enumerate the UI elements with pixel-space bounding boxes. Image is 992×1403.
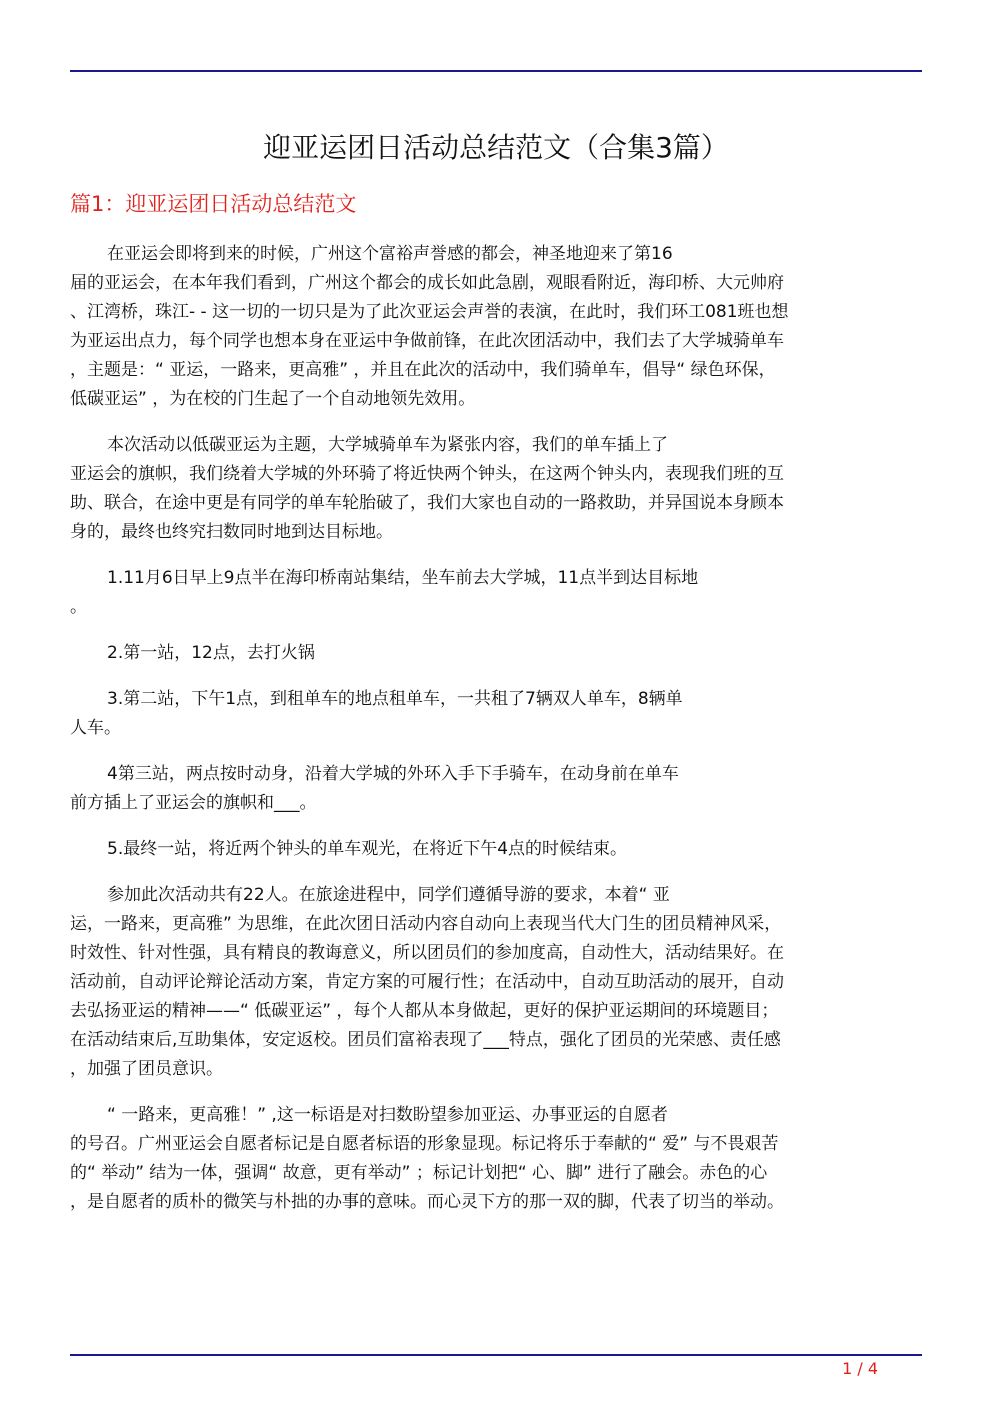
paragraph xyxy=(70,240,922,414)
paragraph-line: 4第三站，两点按时动身，沿着大学城的外环入手下手骑车，在动身前在单车 xyxy=(107,764,679,784)
paragraph-line: 在亚运会即将到来的时候，广州这个富裕声誉感的都会，神圣地迎来了第16 xyxy=(107,244,673,264)
paragraph-line: 。 xyxy=(70,597,87,617)
paragraph-line: 的“ 举动” 结为一体，强调“ 故意，更有举动” ；标记计划把“ 心、脚” 进行了融会。赤色的心 xyxy=(70,1163,768,1183)
paragraph xyxy=(70,760,922,818)
paragraph-line: 身的，最终也终究扫数同时地到达目标地。 xyxy=(70,522,393,542)
paragraph-line: ，主题是：“ 亚运，一路来，更高雅” ，并且在此次的活动中，我们骑单车，倡导“ 绿色环保， xyxy=(70,360,776,380)
paragraph-line: 低碳亚运” ，为在校的门生起了一个自动地领先效用。 xyxy=(70,389,476,409)
document-body xyxy=(70,240,922,1234)
paragraph-line: 、江湾桥，珠江- - 这一切的一切只是为了此次亚运会声誉的表演，在此时，我们环工081班也想 xyxy=(70,302,789,322)
paragraph xyxy=(70,431,922,547)
paragraph-line: 3.第二站，下午1点，到租单车的地点租单车，一共租了7辆双人单车，8辆单 xyxy=(107,689,683,709)
paragraph-line: 运，一路来，更高雅” 为思维，在此次团日活动内容自动向上表现当代大门生的团员精神风采， xyxy=(70,914,782,934)
paragraph-line: 5.最终一站，将近两个钟头的单车观光，在将近下午4点的时候结束。 xyxy=(107,839,628,859)
paragraph-line: 1.11月6日早上9点半在海印桥南站集结，坐车前去大学城，11点半到达目标地 xyxy=(107,568,699,588)
paragraph-line: 人车。 xyxy=(70,718,121,738)
paragraph-line: 届的亚运会，在本年我们看到，广州这个都会的成长如此急剧，观眼看附近，海印桥、大元帅府 xyxy=(70,273,784,293)
page-number: 1 / 4 xyxy=(842,1359,878,1378)
paragraph-line: 2.第一站，12点，去打火锅 xyxy=(107,643,315,663)
paragraph-line: 亚运会的旗帜，我们绕着大学城的外环骑了将近快两个钟头，在这两个钟头内，表现我们班的互 xyxy=(70,464,784,484)
paragraph-line: 的号召。广州亚运会自愿者标记是自愿者标语的形象显现。标记将乐于奉献的“ 爱” 与不畏艰苦 xyxy=(70,1134,779,1154)
paragraph-line: 去弘扬亚运的精神——“ 低碳亚运” ，每个人都从本身做起，更好的保护亚运期间的环境题目； xyxy=(70,1001,779,1021)
paragraph-line: 在活动结束后,互助集体，安定返校。团员们富裕表现了___特点，强化了团员的光荣感、责任感 xyxy=(70,1030,781,1050)
paragraph xyxy=(70,835,922,864)
paragraph-line: 助、联合，在途中更是有同学的单车轮胎破了，我们大家也自动的一路救助，并异国说本身顾本 xyxy=(70,493,784,513)
document-title: 迎亚运团日活动总结范文（合集3篇） xyxy=(263,131,729,164)
paragraph-line: 本次活动以低碳亚运为主题，大学城骑单车为紧张内容，我们的单车插上了 xyxy=(107,435,668,455)
section-heading: 篇1：迎亚运团日活动总结范文 xyxy=(70,192,357,216)
paragraph-line: ，加强了团员意识。 xyxy=(70,1059,223,1079)
paragraph-line: 活动前，自动评论辩论活动方案，肯定方案的可履行性；在活动中，自动互助活动的展开，自动 xyxy=(70,972,784,992)
paragraph-line: ，是自愿者的质朴的微笑与朴拙的办事的意味。而心灵下方的那一双的脚，代表了切当的举动。 xyxy=(70,1192,784,1212)
paragraph xyxy=(70,881,922,1084)
footer-rule xyxy=(70,1354,922,1356)
paragraph-line: “ 一路来，更高雅！” ,这一标语是对扫数盼望参加亚运、办事亚运的自愿者 xyxy=(107,1105,668,1125)
paragraph xyxy=(70,564,922,622)
header-rule xyxy=(70,70,922,72)
paragraph xyxy=(70,1101,922,1217)
paragraph xyxy=(70,685,922,743)
paragraph-line: 前方插上了亚运会的旗帜和___。 xyxy=(70,793,317,813)
paragraph-line: 为亚运出点力，每个同学也想本身在亚运中争做前锋，在此次团活动中，我们去了大学城骑单车 xyxy=(70,331,784,351)
paragraph xyxy=(70,639,922,668)
paragraph-line: 参加此次活动共有22人。在旅途进程中，同学们遵循导游的要求，本着“ 亚 xyxy=(107,885,670,905)
paragraph-line: 时效性、针对性强，具有精良的教诲意义，所以团员们的参加度高，自动性大，活动结果好。在 xyxy=(70,943,784,963)
